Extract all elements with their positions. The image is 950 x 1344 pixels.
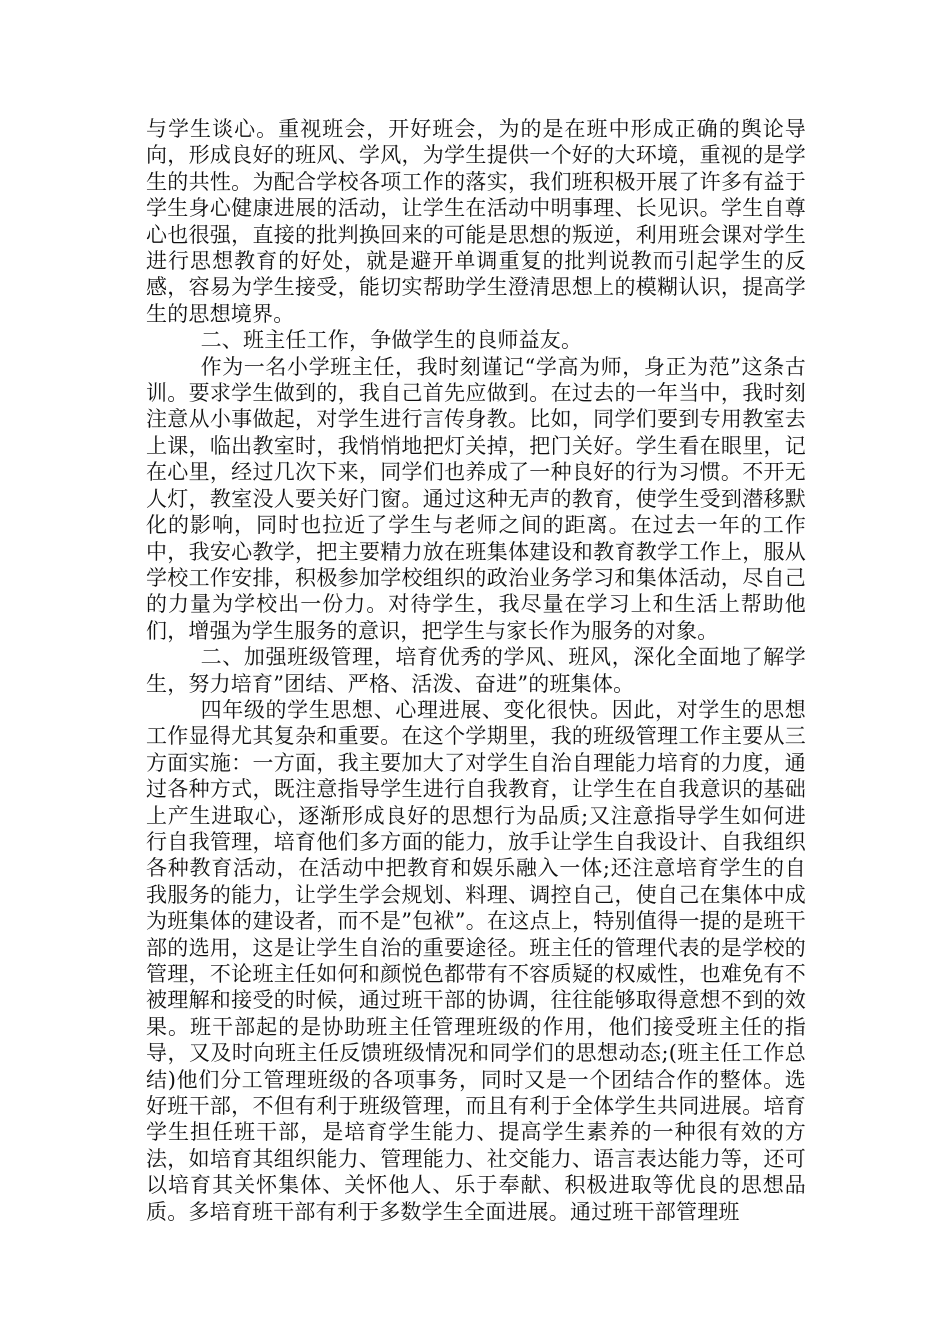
section-heading-class-management: 二、加强班级管理，培育优秀的学风、班风，深化全面地了解学生，努力培育”团结、严格、活泼、奋进”的班集体。 bbox=[146, 645, 806, 696]
document-page bbox=[146, 116, 806, 1225]
paragraph-role-model: 作为一名小学班主任，我时刻谨记“学高为师，身正为范”这条古训。要求学生做到的，我自己首先应做到。在过去的一年当中，我时刻注意从小事做起，对学生进行言传身教。比如，同学们要到专用教室去上课，临出教室时，我悄悄地把灯关掉，把门关好。学生看在眼里，记在心里，经过几次下来，同学们也养成了一种良好的行为习惯。不开无人灯，教室没人要关好门窗。通过这种无声的教育，使学生受到潜移默化的影响，同时也拉近了学生与老师之间的距离。在过去一年的工作中，我安心教学，把主要精力放在班集体建设和教育教学工作上，服从学校工作安排，积极参加学校组织的政治业务学习和集体活动，尽自己的力量为学校出一份力。对待学生，我尽量在学习上和生活上帮助他们，增强为学生服务的意识，把学生与家长作为服务的对象。 bbox=[146, 354, 806, 643]
section-heading-mentor: 二、班主任工作，争做学生的良师益友。 bbox=[200, 328, 583, 353]
paragraph-continuation: 与学生谈心。重视班会，开好班会，为的是在班中形成正确的舆论导向，形成良好的班风、学风，为学生提供一个好的大环境，重视的是学生的共性。为配合学校各项工作的落实，我们班积极开展了许多有益于学生身心健康进展的活动，让学生在活动中明事理、长见识。学生自尊心也很强，直接的批判换回来的可能是思想的叛逆，利用班会课对学生进行思想教育的好处，就是避开单调重复的批判说教而引起学生的反感，容易为学生接受，能切实帮助学生澄清思想上的模糊认识，提高学生的思想境界。 bbox=[146, 117, 806, 326]
paragraph-grade-four: 四年级的学生思想、心理进展、变化很快。因此，对学生的思想工作显得尤其复杂和重要。在这个学期里，我的班级管理工作主要从三方面实施：一方面，我主要加大了对学生自治自理能力培育的力度，通过各种方式，既注意指导学生进行自我教育，让学生在自我意识的基础上产生进取心，逐渐形成良好的思想行为品质;又注意指导学生如何进行自我管理，培育他们多方面的能力，放手让学生自我设计、自我组织各种教育活动，在活动中把教育和娱乐融入一体;还注意培育学生的自我服务的能力，让学生学会规划、料理、调控自己，使自己在集体中成为班集体的建设者，而不是”包袱”。在这点上，特别值得一提的是班干部的选用，这是让学生自治的重要途径。班主任的管理代表的是学校的管理，不论班主任如何和颜悦色都带有不容质疑的权威性，也难免有不被理解和接受的时候，通过班干部的协调，往往能够取得意想不到的效果。班干部起的是协助班主任管理班级的作用，他们接受班主任的指导，又及时向班主任反馈班级情况和同学们的思想动态;(班主任工作总结)他们分工管理班级的各项事务，同时又是一个团结合作的整体。选好班干部，不但有利于班级管理，而且有利于全体学生共同进展。培育学生担任班干部，是培育学生能力、提高学生素养的一种很有效的方法，如培育其组织能力、管理能力、社交能力、语言表达能力等，还可以培育其关怀集体、关怀他人、乐于奉献、积极进取等优良的思想品质。多培育班干部有利于多数学生全面进展。通过班干部管理班 bbox=[146, 697, 806, 1224]
